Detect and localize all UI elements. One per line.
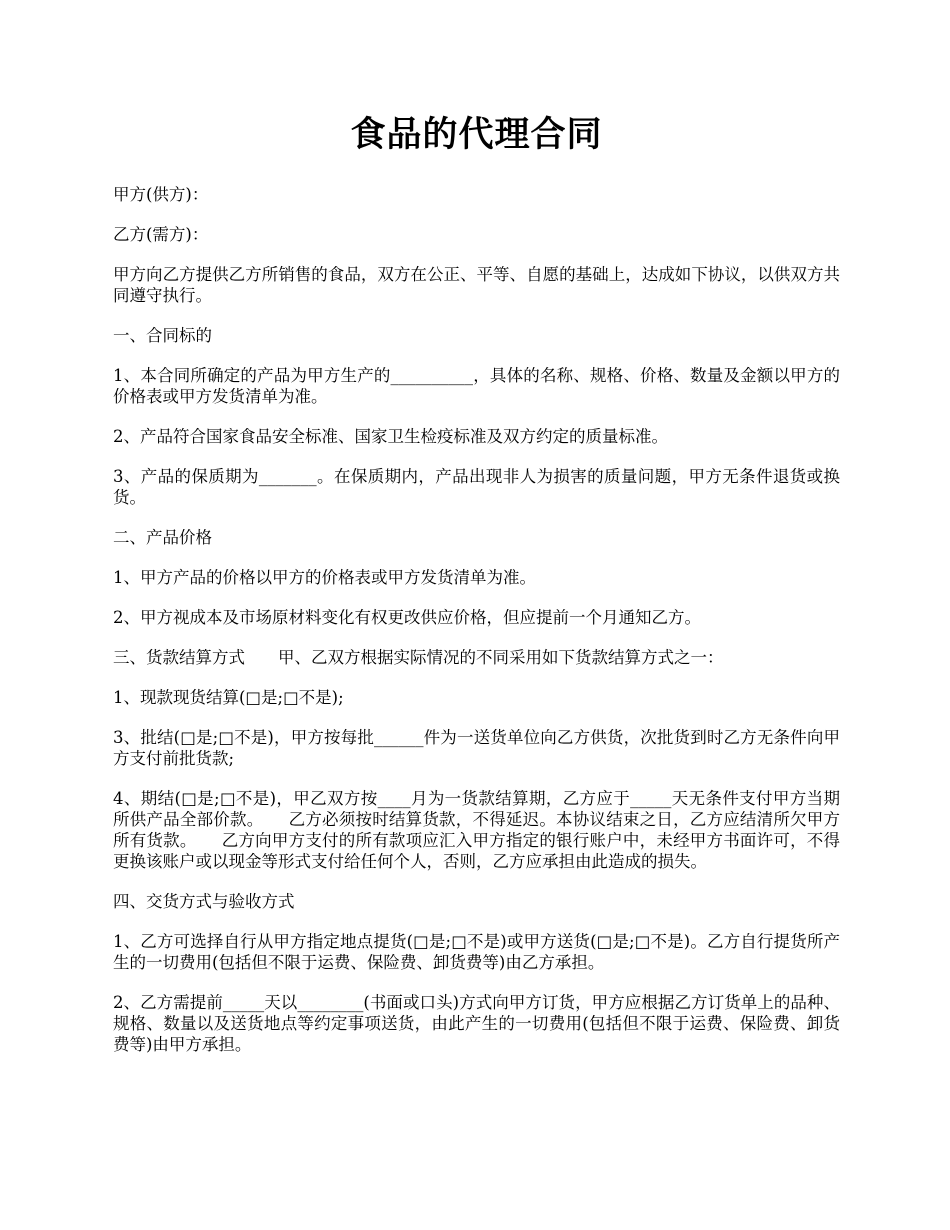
party-b-line: 乙方(需方)： [113,225,209,244]
document-page [113,110,840,1074]
clause-paragraph: 1、乙方可选择自行从甲方指定地点提货(□是;□不是)或甲方送货(□是;□不是)。乙方自行提货所产生的一切费用(包括但不限于运费、保险费、卸货费等)由乙方承担。 [113,932,840,972]
party-a-line: 甲方(供方)： [113,185,209,204]
clause-paragraph: 3、批结(□是;□不是)，甲方按每批______件为一送货单位向乙方供货，次批货到时乙方无条件向甲方支付前批货款; [113,728,840,768]
preamble-paragraph: 甲方向乙方提供乙方所销售的食品，双方在公正、平等、自愿的基础上，达成如下协议，以供双方共同遵守执行。 [113,265,840,305]
clause-paragraph: 2、乙方需提前_____天以________(书面或口头)方式向甲方订货，甲方应根据乙方订货单上的品种、规格、数量以及送货地点等约定事项送货，由此产生的一切费用(包括但不限于运费、保险费、卸货费等)由甲方承担。 [113,993,840,1054]
clause-paragraph: 1、现款现货结算(□是;□不是); [113,688,344,707]
section-heading: 四、交货方式与验收方式 [113,892,295,911]
clause-paragraph: 3、产品的保质期为_______。在保质期内，产品出现非人为损害的质量问题，甲方无条件退货或换货。 [113,467,840,507]
section-heading: 三、货款结算方式 甲、乙双方根据实际情况的不同采用如下货款结算方式之一： [113,648,724,667]
section-heading: 二、产品价格 [113,528,212,547]
document-title: 食品的代理合同 [350,114,603,155]
clause-paragraph: 1、甲方产品的价格以甲方的价格表或甲方发货清单为准。 [113,568,536,587]
clause-paragraph: 1、本合同所确定的产品为甲方生产的__________，具体的名称、规格、价格、数量及金额以甲方的价格表或甲方发货清单为准。 [113,366,840,406]
section-heading: 一、合同标的 [113,326,212,345]
clause-paragraph: 4、期结(□是;□不是)，甲乙双方按____月为一货款结算期，乙方应于_____天无条件支付甲方当期所供产品全部价款。 乙方必须按时结算货款，不得延迟。本协议结束之日，乙方应结清所欠甲方所有货款。 乙方向甲方支付的所有款项应汇入甲方指定的银行账户中，未经甲方书面许可，不得更换该账户或以现金等形式支付给任何个人，否则，乙方应承担由此造成的损失。 [113,789,840,871]
clause-paragraph: 2、产品符合国家食品安全标准、国家卫生检疫标准及双方约定的质量标准。 [113,427,668,446]
clause-paragraph: 2、甲方视成本及市场原材料变化有权更改供应价格，但应提前一个月通知乙方。 [113,608,701,627]
